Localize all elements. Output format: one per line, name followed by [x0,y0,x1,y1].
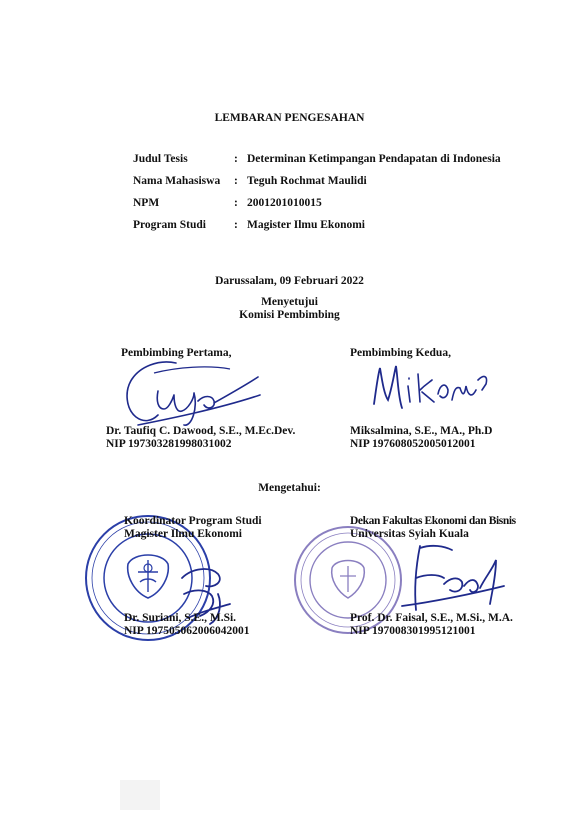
supervisor2-nip: NIP 197608052005012001 [350,438,476,450]
info-value-title: Determinan Ketimpangan Pendapatan di Indonesia [247,153,501,165]
scan-smudge [120,780,160,810]
info-colon: : [234,197,238,209]
signature-supervisor2 [368,360,498,418]
info-label-title: Judul Tesis [133,153,188,165]
supervisor1-name: Dr. Taufiq C. Dawood, S.E., M.Ec.Dev. [106,425,296,437]
supervisor1-role: Pembimbing Pertama, [121,347,232,359]
known-text: Mengetahui: [258,482,321,494]
dean-role-line2: Universitas Syiah Kuala [350,528,469,540]
document-title: LEMBARAN PENGESAHAN [214,112,365,124]
info-colon: : [234,153,238,165]
dean-nip: NIP 197008301995121001 [350,625,476,637]
info-value-program: Magister Ilmu Ekonomi [247,219,365,231]
info-colon: : [234,219,238,231]
coordinator-nip: NIP 197505062006042001 [124,625,250,637]
coordinator-role-line2: Magister Ilmu Ekonomi [124,528,242,540]
supervisor2-name: Miksalmina, S.E., MA., Ph.D [350,425,493,437]
supervisor2-role: Pembimbing Kedua, [350,347,451,359]
info-label-student: Nama Mahasiswa [133,175,221,187]
coordinator-name: Dr. Suriani, S.E., M.Si. [124,612,237,624]
dean-role-line1: Dekan Fakultas Ekonomi dan Bisnis [350,515,516,527]
approval-text: Menyetujui [261,296,318,308]
signature-dean [392,536,512,620]
supervisor1-nip: NIP 197303281998031002 [106,438,232,450]
date-line: Darussalam, 09 Februari 2022 [215,275,364,287]
info-label-program: Program Studi [133,219,206,231]
info-colon: : [234,175,238,187]
info-label-npm: NPM [133,197,160,209]
committee-text: Komisi Pembimbing [239,309,340,321]
dean-name: Prof. Dr. Faisal, S.E., M.Si., M.A. [350,612,513,624]
signature-supervisor1 [118,355,268,433]
coordinator-role-line1: Koordinator Program Studi [124,515,262,527]
info-value-npm: 2001201010015 [247,197,322,209]
info-value-student: Teguh Rochmat Maulidi [247,175,367,187]
